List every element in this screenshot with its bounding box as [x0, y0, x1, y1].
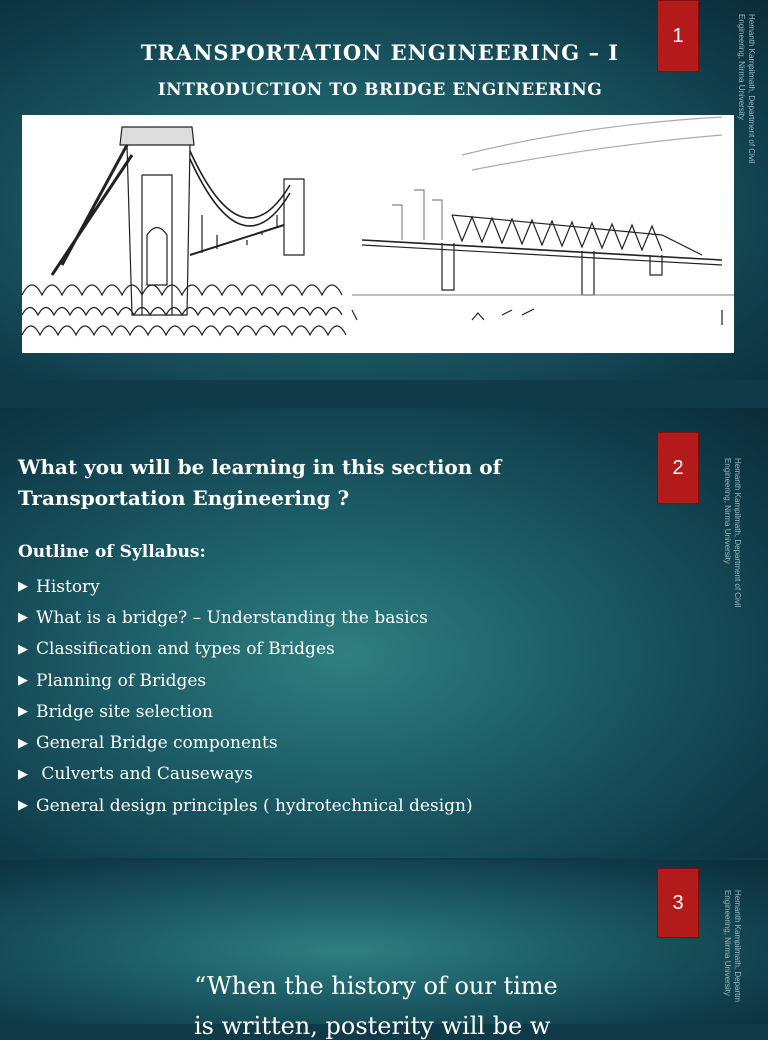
triangle-right-icon: ▶ — [18, 735, 28, 751]
slide-subtitle: INTRODUCTION TO BRIDGE ENGINEERING — [157, 80, 603, 100]
slide-number-badge: 3 — [657, 868, 699, 938]
list-item — [18, 571, 473, 602]
list-item — [18, 602, 473, 633]
list-item-text: General design principles ( hydrotechnical design) — [36, 795, 473, 816]
slide-1 — [0, 0, 768, 380]
triangle-right-icon: ▶ — [18, 673, 28, 689]
list-item-text: Planning of Bridges — [36, 670, 207, 691]
list-item — [18, 759, 473, 790]
side-author-text: Hemanth Kampilmath, Department of Civil Engineering, Nirma University — [723, 458, 742, 608]
list-item — [18, 665, 473, 696]
triangle-right-icon: ▶ — [18, 641, 28, 657]
list-item-text: Bridge site selection — [36, 701, 213, 722]
quote-line-2: is written, posterity will be w — [194, 1012, 551, 1040]
quote-line-1: “When the history of our time — [194, 972, 558, 1000]
list-item-text: History — [36, 576, 100, 597]
triangle-right-icon: ▶ — [18, 579, 28, 595]
outline-title: Outline of Syllabus: — [18, 542, 206, 562]
list-item — [18, 727, 473, 758]
slide-title: TRANSPORTATION ENGINEERING – I — [140, 40, 620, 65]
bridge-sketch-drawing — [22, 115, 734, 353]
list-item — [18, 790, 473, 821]
bridge-sketch-image — [22, 115, 734, 353]
list-item-text: Culverts and Causeways — [36, 764, 253, 785]
list-item — [18, 634, 473, 665]
list-item-text: Classification and types of Bridges — [36, 639, 335, 660]
list-item-text: What is a bridge? – Understanding the basics — [36, 607, 428, 628]
triangle-right-icon: ▶ — [18, 610, 28, 626]
triangle-right-icon: ▶ — [18, 798, 28, 814]
side-author-text: Hemanth Kampilmath, Departm Engineering, Nirma University — [723, 890, 742, 1003]
triangle-right-icon: ▶ — [18, 766, 28, 782]
side-author-text: Hemanth Kampilmath, Department of Civil Engineering, Nirma University — [737, 14, 756, 164]
list-item-text: General Bridge components — [36, 733, 278, 754]
triangle-right-icon: ▶ — [18, 704, 28, 720]
section-heading: What you will be learning in this section of Transportation Engineering ? — [18, 455, 502, 510]
syllabus-list — [18, 571, 473, 821]
list-item — [18, 696, 473, 727]
slide-2 — [0, 408, 768, 858]
slide-3 — [0, 860, 768, 1040]
slide-number-badge: 2 — [657, 432, 699, 504]
slide-number-badge: 1 — [657, 0, 699, 72]
